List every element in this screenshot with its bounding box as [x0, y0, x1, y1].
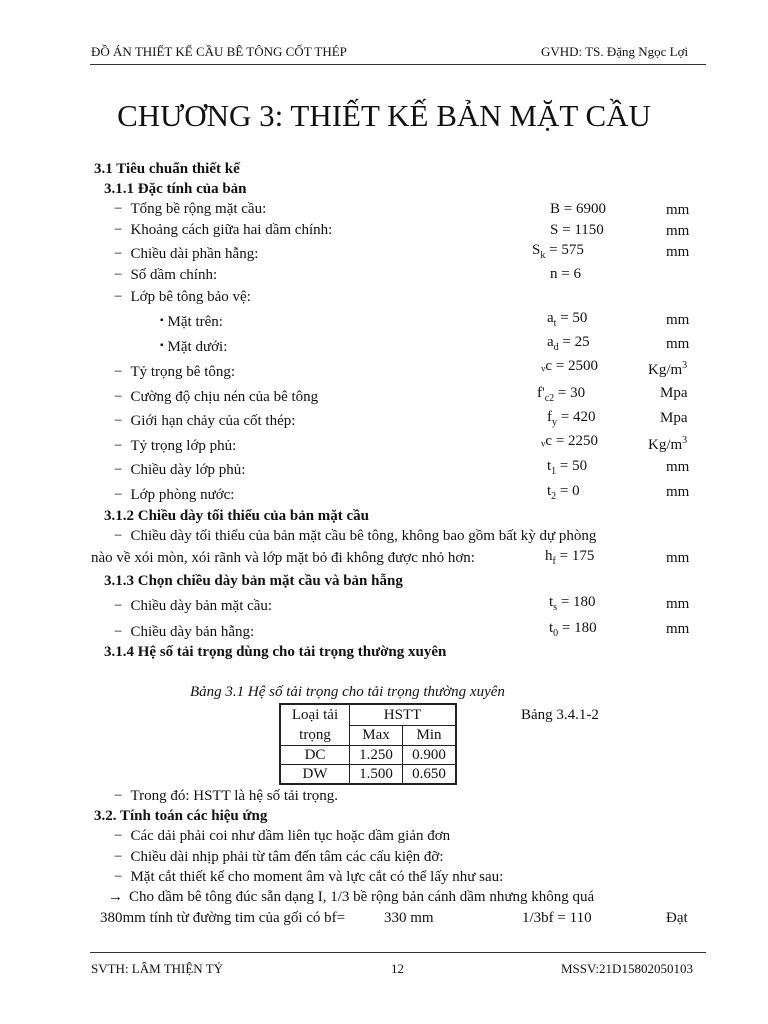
prop-label: − Số dầm chính: — [114, 267, 217, 284]
prop-label: − Lớp phòng nước: — [114, 487, 234, 504]
min-thickness-line2: nào về xói mòn, xói rãnh và lớp mặt bỏ đi không được nhỏ hơn: — [91, 550, 475, 566]
table-header-hstt: HSTT — [350, 704, 457, 725]
footer-rule — [90, 952, 706, 953]
min-thickness-value: $h_f = 175$ — [545, 548, 595, 567]
prop-unit: Mpa — [660, 385, 688, 401]
prop-unit: mm — [666, 459, 690, 475]
table-cell-max: 1.500 — [350, 765, 403, 785]
effects-line2: − Chiều dài nhịp phải từ tâm đến tâm các cấu kiện đỡ: — [114, 849, 444, 866]
section-3-2: 3.2. Tính toán các hiệu ứng — [94, 808, 268, 824]
header-left: ĐỒ ÁN THIẾT KẾ CẦU BÊ TÔNG CỐT THÉP — [91, 44, 347, 59]
min-thickness-line1: − Chiều dày tối thiểu của bản mặt cầu bê tông, không bao gồm bất kỳ dự phòng — [114, 528, 596, 545]
effects-line5: 380mm tính từ đường tim của gối có bf= — [100, 910, 346, 926]
table-caption: Bảng 3.1 Hệ số tải trọng cho tải trọng thường xuyên — [190, 684, 505, 700]
chosen-unit: mm — [666, 621, 690, 637]
prop-value: $a_d = 25$ — [547, 334, 590, 353]
section-3-1-2: 3.1.2 Chiều dày tối thiểu của bản mặt cầu — [104, 508, 370, 524]
chosen-label: − Chiều dày bản hẫng: — [114, 624, 254, 641]
footer-student-id: MSSV:21D15802050103 — [561, 961, 693, 976]
header-rule — [90, 64, 706, 65]
chapter-title: CHƯƠNG 3: THIẾT KẾ BẢN MẶT CẦU — [117, 98, 651, 133]
effects-value: 1/3bf = 110 — [522, 910, 592, 926]
prop-value: $a_t = 50$ — [547, 310, 588, 329]
prop-value: $t_2 = 0$ — [547, 483, 580, 502]
prop-unit: mm — [666, 244, 690, 260]
prop-unit: mm — [666, 336, 690, 352]
min-thickness-unit: mm — [666, 550, 690, 566]
load-factor-table — [279, 703, 457, 785]
prop-value: $f'_{c2} = 30$ — [537, 385, 586, 404]
footer-student: SVTH: LÂM THIỆN TỶ — [91, 961, 224, 976]
table-header-load: Loại tải trọng — [280, 704, 350, 746]
section-3-1: 3.1 Tiêu chuẩn thiết kế — [94, 161, 240, 177]
prop-value: S = 1150 — [550, 222, 604, 238]
prop-unit: mm — [666, 202, 690, 218]
prop-label: − Tỷ trọng bê tông: — [114, 364, 235, 381]
prop-label: − Cường độ chịu nén của bê tông — [114, 389, 318, 406]
prop-value: ᵥc = 2250 — [541, 433, 599, 449]
table-reference: Bảng 3.4.1-2 — [521, 707, 599, 723]
table-cell-load: DC — [280, 746, 350, 765]
prop-unit: $Kg/m^3$ — [648, 435, 688, 453]
prop-label: ▪ Mặt dưới: — [160, 339, 227, 356]
prop-label: ▪ Mặt trên: — [160, 314, 223, 331]
table-cell-load: DW — [280, 765, 350, 785]
prop-value: B = 6900 — [550, 201, 606, 217]
chosen-label: − Chiều dày bản mặt cầu: — [114, 598, 272, 615]
chosen-value: $t_s = 180$ — [549, 594, 596, 613]
table-cell-min: 0.650 — [403, 765, 457, 785]
effects-bf: 330 mm — [384, 910, 434, 926]
prop-value: ᵥc = 2500 — [541, 358, 599, 374]
prop-label: − Tỷ trọng lớp phủ: — [114, 438, 236, 455]
prop-label: − Tổng bề rộng mặt cầu: — [114, 201, 266, 218]
prop-value: $f_y = 420$ — [547, 409, 596, 428]
effects-result: Đạt — [666, 910, 688, 926]
section-3-1-1: 3.1.1 Đặc tính của bản — [104, 181, 247, 197]
effects-line3: − Mặt cắt thiết kế cho moment âm và lực cắt có thể lấy như sau: — [114, 869, 503, 886]
prop-unit: mm — [666, 223, 690, 239]
table-cell-max: 1.250 — [350, 746, 403, 765]
section-3-1-4: 3.1.4 Hệ số tải trọng dùng cho tải trọng thường xuyên — [104, 644, 447, 660]
effects-line1: − Các dải phải coi như dầm liên tục hoặc dầm giản đơn — [114, 828, 450, 845]
prop-unit: $Kg/m^3$ — [648, 360, 688, 378]
prop-value: n = 6 — [550, 266, 581, 282]
prop-label: − Khoảng cách giữa hai dầm chính: — [114, 222, 332, 239]
page-number: 12 — [391, 961, 404, 976]
chosen-unit: mm — [666, 596, 690, 612]
effects-line4: → Cho dầm bê tông đúc sẵn dạng I, 1/3 bề rộng bản cánh dầm nhưng không quá — [108, 889, 594, 906]
prop-unit: Mpa — [660, 410, 688, 426]
prop-label: − Lớp bê tông bảo vệ: — [114, 289, 251, 306]
prop-label: − Giới hạn chảy của cốt thép: — [114, 413, 295, 430]
prop-value: $t_1 = 50$ — [547, 458, 588, 477]
prop-label: − Chiều dày lớp phủ: — [114, 462, 245, 479]
prop-unit: mm — [666, 484, 690, 500]
table-row — [280, 765, 456, 785]
table-header-max: Max — [350, 725, 403, 745]
table-note: − Trong đó: HSTT là hệ số tải trọng. — [114, 788, 338, 805]
table-row — [280, 746, 456, 765]
prop-unit: mm — [666, 312, 690, 328]
prop-value: $S_k = 575$ — [532, 242, 584, 261]
table-header-min: Min — [403, 725, 457, 745]
chosen-value: $t_0 = 180$ — [549, 620, 597, 639]
header-right: GVHD: TS. Đặng Ngọc Lợi — [541, 44, 689, 59]
prop-label: − Chiều dài phần hẫng: — [114, 246, 258, 263]
section-3-1-3: 3.1.3 Chọn chiều dày bản mặt cầu và bản hẫng — [104, 573, 403, 589]
table-cell-min: 0.900 — [403, 746, 457, 765]
